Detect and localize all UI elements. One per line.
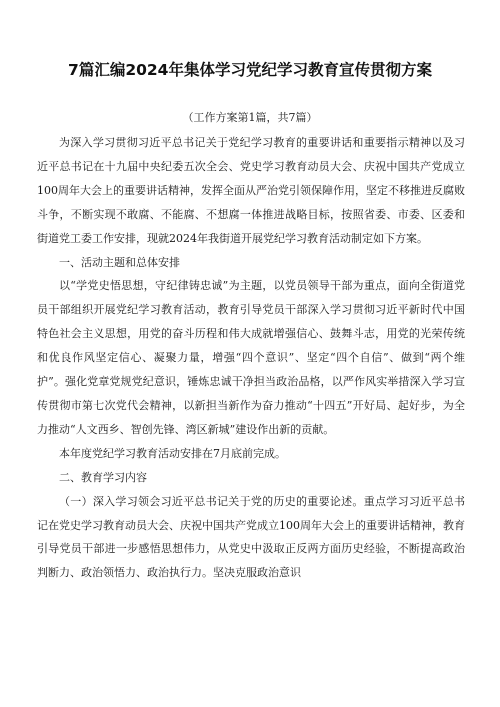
paragraph-theme: 以“学党史悟思想，守纪律铸忠诚”为主题，以党员领导干部为重点，面向全街道党员干部组织开展党纪学习教育活动，教育引导党员干部深入学习贯彻习近平新时代中国特色社会主义思想，用党的奋斗历程和伟大成就增强信心、鼓舞斗志，用党的光荣传统和优良作风坚定信心、凝聚力量，增强“四个意识”、坚定“四个自信”、做到“两个维护”。强化党章党规党纪意识，锤炼忠诚干净担当政治品格，以严作风实举措深入学习宣传贯彻市第七次党代会精神，以新担当新作为奋力推动“十四五”开好局、起好步，为全力推动“人文西乡、智创先锋、湾区新城”建设作出新的贡献。 [37,279,465,436]
document-subtitle: （工作方案第1篇，共7篇） [182,111,318,124]
paragraph-content-1: （一）深入学习领会习近平总书记关于党的历史的重要论述。重点学习习近平总书记在党史学习教育动员大会、庆祝中国共产党成立100周年大会上的重要讲话精神，教育引导党员干部进一步感悟思想伟力，从党史中汲取正反两方面历史经验，不断提高政治判断力、政治领悟力、政治执行力。坚决克服政治意识 [37,494,465,580]
paragraph-schedule: 本年度党纪学习教育活动安排在7月底前完成。 [59,446,286,460]
section-heading-content: 二、教育学习内容 [59,470,147,484]
document-title: 7篇汇编2024年集体学习党纪学习教育宣传贯彻方案 [68,61,432,79]
section-heading-theme: 一、活动主题和总体安排 [59,255,180,269]
paragraph-intro: 为深入学习贯彻习近平总书记关于党纪学习教育的重要讲话和重要指示精神以及习近平总书记在十九届中央纪委五次全会、党史学习教育动员大会、庆祝中国共产党成立100周年大会上的重要讲话精神，发挥全面从严治党引领保障作用，坚定不移推进反腐败斗争，不断实现不敢腐、不能腐、不想腐一体推进战略目标，按照省委、市委、区委和街道党工委工作安排，现就2024年我街道开展党纪学习教育活动制定如下方案。 [37,136,465,245]
document-body [37,131,465,585]
